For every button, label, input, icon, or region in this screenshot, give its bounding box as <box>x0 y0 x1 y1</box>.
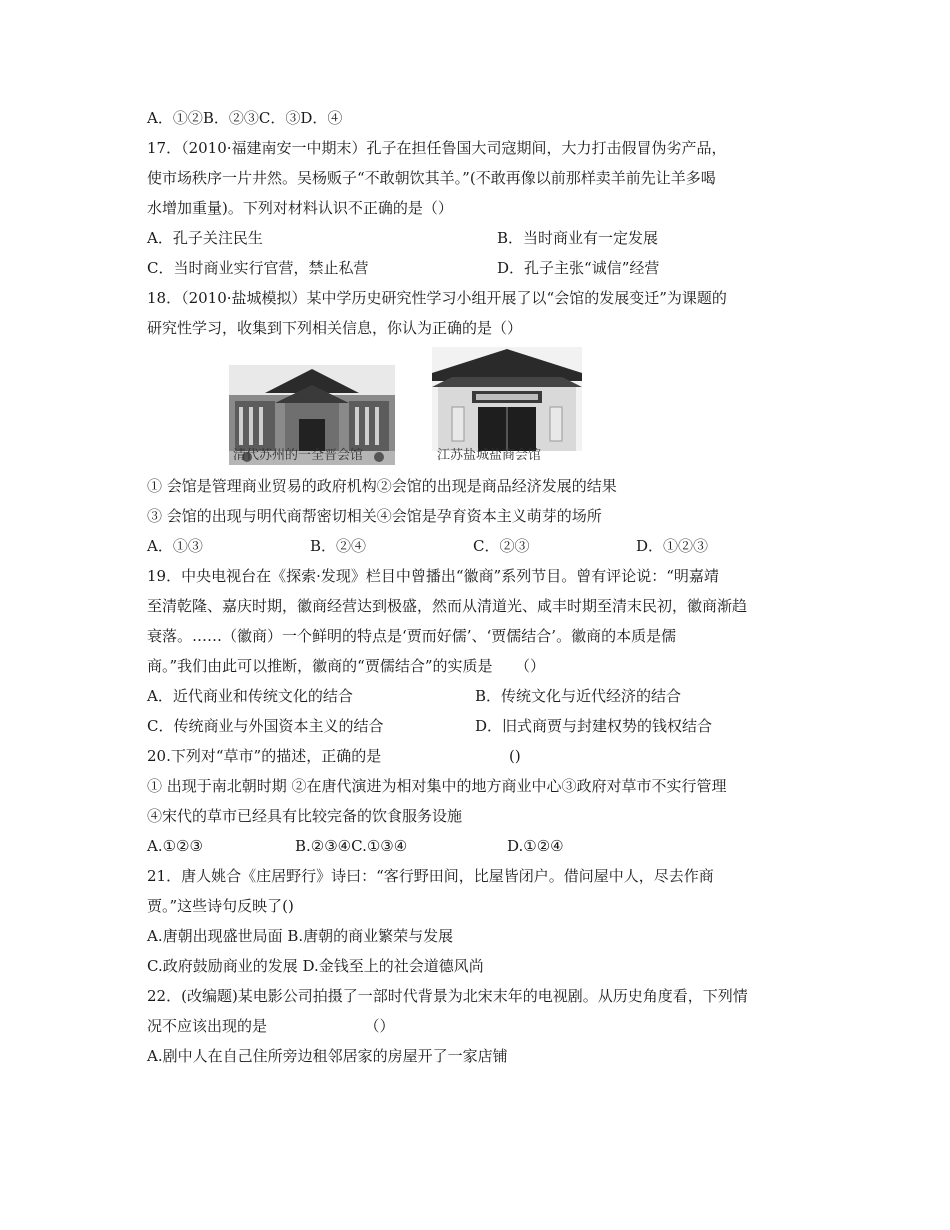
q20-answer-paren: () <box>509 747 521 765</box>
q17-stem-line-1: 17．（2010·福建南安一中期末）孔子在担任鲁国大司寇期间，大力打击假冒伪劣产品， <box>147 139 727 157</box>
q18-photos <box>147 347 807 465</box>
q20-statements-2: ④宋代的草市已经具有比较完备的饮食服务设施 <box>147 807 463 825</box>
q17-option-a: A．孔子关注民生 <box>147 229 263 247</box>
q18-option-b: B．②④ <box>310 537 367 555</box>
q17-option-c: C．当时商业实行官营，禁止私营 <box>147 259 369 277</box>
q16-options: A．①②B．②③C．③D．④ <box>147 109 343 127</box>
q18-statements-1: ① 会馆是管理商业贸易的政府机构②会馆的出现是商品经济发展的结果 <box>147 477 617 495</box>
q21-stem-line-1: 21．唐人姚合《庄居野行》诗曰：“客行野田间，比屋皆闭户。借问屋中人，尽去作商 <box>147 867 714 885</box>
q20-statements-1: ① 出现于南北朝时期 ②在唐代演进为相对集中的地方商业中心③政府对草市不实行管理 <box>147 777 727 795</box>
question-17 <box>147 137 807 279</box>
q21-options-cd: C.政府鼓励商业的发展 D.金钱至上的社会道德风尚 <box>147 957 484 975</box>
q18-statements-2: ③ 会馆的出现与明代商帮密切相关④会馆是孕育资本主义萌芽的场所 <box>147 507 602 525</box>
q17-stem-line-2: 使市场秩序一片井然。吴杨贩子“不敢朝饮其羊。”(不敢再像以前那样卖羊前先让羊多喝 <box>147 169 716 187</box>
q17-option-b: B．当时商业有一定发展 <box>497 229 659 247</box>
q19-option-d: D．旧式商贾与封建权势的钱权结合 <box>475 717 713 735</box>
question-22 <box>147 985 807 1067</box>
exam-page <box>147 107 807 1075</box>
q22-stem-line-2: 况不应该出现的是 （） <box>147 1017 395 1035</box>
q20-option-d: D.①②④ <box>507 837 564 855</box>
q21-stem-line-2: 贾。”这些诗句反映了() <box>147 897 294 915</box>
q19-stem-line-1: 19．中央电视台在《探索·发现》栏目中曾播出“徽商”系列节目。曾有评论说：“明嘉靖 <box>147 567 719 585</box>
question-19 <box>147 565 807 737</box>
q19-option-b: B．传统文化与近代经济的结合 <box>475 687 682 705</box>
question-18 <box>147 287 807 557</box>
q19-option-c: C．传统商业与外国资本主义的结合 <box>147 717 384 735</box>
question-20 <box>147 745 807 857</box>
q17-option-d: D．孔子主张“诚信”经营 <box>497 259 660 277</box>
question-21 <box>147 865 807 977</box>
q19-stem-line-4: 商。”我们由此可以推断，徽商的“贾儒结合”的实质是 （） <box>147 657 546 675</box>
q18-option-a: A．①③ <box>147 537 203 555</box>
yancheng-photo-caption: 江苏盐城盐商会馆 <box>437 448 542 463</box>
yancheng-guild-hall-photo <box>432 347 582 451</box>
q22-option-a: A.剧中人在自己住所旁边租邻居家的房屋开了一家店铺 <box>147 1047 508 1065</box>
suzhou-photo-caption: 清代苏州的一全晋会馆 <box>233 448 364 463</box>
q19-stem-line-2: 至清乾隆、嘉庆时期，徽商经营达到极盛，然而从清道光、咸丰时期至清末民初，徽商渐趋 <box>147 597 748 615</box>
q20-option-bc: B.②③④C.①③④ <box>295 837 408 855</box>
q18-option-c: C．②③ <box>473 537 530 555</box>
q19-option-a: A．近代商业和传统文化的结合 <box>147 687 353 705</box>
q22-stem-line-1: 22．(改编题)某电影公司拍摄了一部时代背景为北宋末年的电视剧。从历史角度看，下列情 <box>147 987 748 1005</box>
q21-options-ab: A.唐朝出现盛世局面 B.唐朝的商业繁荣与发展 <box>147 927 454 945</box>
q17-stem-line-3: 水增加重量)。下列对材料认识不正确的是（） <box>147 199 453 217</box>
q20-option-a: A.①②③ <box>147 837 203 855</box>
q20-stem: 20.下列对“草市”的描述，正确的是 <box>147 747 382 765</box>
q18-stem-line-1: 18．（2010·盐城模拟）某中学历史研究性学习小组开展了以“会馆的发展变迁”为课题的 <box>147 289 727 307</box>
q19-stem-line-3: 衰落。……（徽商）一个鲜明的特点是‘贾而好儒’、‘贾儒结合’。徽商的本质是儒 <box>147 627 677 645</box>
q18-stem-line-2: 研究性学习，收集到下列相关信息，你认为正确的是（） <box>147 319 523 337</box>
q18-option-d: D．①②③ <box>636 537 709 555</box>
